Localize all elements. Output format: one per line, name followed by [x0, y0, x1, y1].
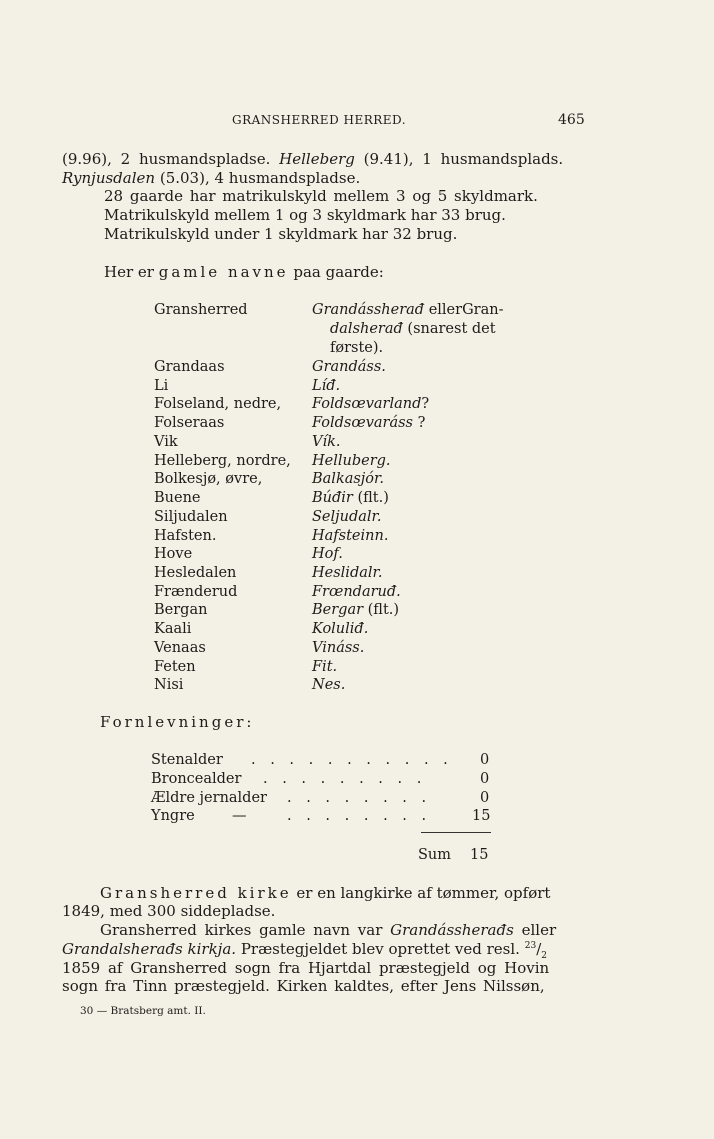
old-name-entry [312, 396, 429, 412]
old-name: Grandássherađ [312, 302, 425, 318]
names-heading [104, 263, 384, 281]
old-name: Líđ. [312, 378, 341, 394]
find-value: 15 [472, 808, 491, 824]
church-line-2: 1849, med 300 siddepladse. [62, 902, 276, 920]
find-dots: . . . . . . . . [287, 790, 432, 806]
date-fraction-numerator: 23 [524, 941, 537, 951]
church-line-1-text: er en langkirke af tømmer, opført [296, 884, 551, 902]
old-name-note: ? [421, 396, 430, 412]
modern-name: Folseland, nedre, [154, 396, 282, 412]
modern-name: Bolkesjø, øvre, [154, 471, 263, 487]
modern-name: Grandaas [154, 359, 225, 375]
find-dash: — [232, 808, 247, 824]
intro-farm-name: Helleberg [279, 150, 355, 168]
find-value: 0 [480, 790, 490, 806]
intro-line-1-text: (9.96), 2 husmandspladse. [62, 150, 271, 168]
church-old-name: Grandássherađs [390, 921, 514, 939]
old-name: dalsherađ [330, 321, 403, 337]
find-label: Ældre jernalder [151, 790, 267, 806]
church-line-5: 1859 af Gransherred sogn fra Hjartdal præstegjeld og Hovin [62, 959, 550, 977]
old-name: Balkasjór. [312, 471, 384, 487]
old-name-entry [312, 602, 399, 618]
old-name: Koluliđ. [312, 621, 369, 637]
intro-line-5: Matrikulskyld under 1 skyldmark har 32 brug. [104, 225, 458, 243]
sum-rule [421, 832, 491, 833]
date-fraction-denominator: 2 [541, 951, 547, 961]
church-spaced-name: Gransherred kirke [100, 884, 292, 902]
modern-name: Vik [154, 434, 178, 450]
modern-name: Feten [154, 659, 196, 675]
find-dots: . . . . . . . . [287, 808, 432, 824]
old-name: Frœndaruđ. [312, 584, 401, 600]
church-line-3 [100, 921, 556, 939]
find-label: Yngre [151, 808, 195, 824]
church-line-3-end: eller [521, 921, 557, 939]
modern-name: Gransherred [154, 302, 248, 318]
find-value: 0 [480, 752, 490, 768]
old-name: Búđir [312, 490, 353, 506]
modern-name: Buene [154, 490, 201, 506]
old-name: Fit. [312, 659, 338, 675]
intro-line-2-text: (5.03), 4 husmandspladse. [159, 169, 361, 187]
printer-signature: 30 — Bratsberg amt. II. [80, 1005, 206, 1017]
intro-line-2 [62, 169, 360, 187]
old-name-note: (snarest det [407, 321, 496, 337]
old-name-entry [312, 302, 503, 318]
old-name-entry [312, 415, 425, 431]
modern-name: Siljudalen [154, 509, 228, 525]
old-name: Hof. [312, 546, 343, 562]
modern-name: Hafsten. [154, 528, 217, 544]
sum-label: Sum [418, 847, 452, 863]
old-name-note: første). [330, 340, 384, 356]
modern-name: Frænderud [154, 584, 238, 600]
page-number: 465 [558, 112, 585, 128]
old-name-note: (flt.) [367, 602, 400, 618]
modern-name: Folseraas [154, 415, 225, 431]
modern-name: Kaali [154, 621, 192, 637]
intro-farm-name-2: Rynjusdalen [62, 169, 156, 187]
church-line-4-text: Præstegjeldet blev oprettet ved resl. [240, 940, 520, 958]
church-old-name-2: Grandalsherađs kirkja. [62, 940, 237, 958]
old-name: Seljudalr. [312, 509, 382, 525]
modern-name: Hove [154, 546, 193, 562]
church-line-3-text: Gransherred kirkes gamle navn var [100, 921, 383, 939]
find-label: Stenalder [151, 752, 223, 768]
old-name: Grandáss. [312, 359, 386, 375]
modern-name: Helleberg, nordre, [154, 453, 291, 469]
intro-line-4: Matrikulskyld mellem 1 og 3 skyldmark har 33 brug. [104, 206, 506, 224]
names-heading-end: paa gaarde: [293, 263, 384, 281]
old-name: Heslidalr. [312, 565, 383, 581]
old-name: Foldsœvaráss [312, 415, 413, 431]
date-fraction: $^{23}/_2$ [524, 940, 547, 961]
finds-heading: Fornlevninger: [100, 713, 255, 731]
sum-value: 15 [470, 847, 489, 863]
church-line-4 [62, 940, 547, 961]
find-dots: . . . . . . . . . . . [251, 752, 453, 768]
intro-line-1-end: (9.41), 1 husmandsplads. [363, 150, 564, 168]
names-heading-spaced: gamle navne [158, 263, 289, 281]
find-dots: . . . . . . . . . [263, 771, 427, 787]
old-name: Bergar [312, 602, 364, 618]
church-line-1 [100, 884, 550, 902]
old-name-entry [330, 321, 496, 337]
old-name-entry [312, 490, 389, 506]
find-value: 0 [480, 771, 490, 787]
modern-name: Li [154, 378, 169, 394]
old-name: Vík. [312, 434, 341, 450]
names-heading-start: Her er [104, 263, 154, 281]
modern-name: Nisi [154, 677, 184, 693]
old-name-note: ? [417, 415, 426, 431]
modern-name: Venaas [154, 640, 206, 656]
intro-line-1 [62, 150, 563, 168]
church-line-6: sogn fra Tinn præstegjeld. Kirken kaldtes, efter Jens Nilssøn, [62, 977, 545, 995]
running-header-title: GRANSHERRED HERRED. [232, 113, 407, 127]
find-label: Broncealder [151, 771, 242, 787]
modern-name: Bergan [154, 602, 208, 618]
old-name: Helluberg. [312, 453, 391, 469]
old-name: Foldsœvarland [312, 396, 422, 412]
old-name: Vináss. [312, 640, 365, 656]
old-name-note: ellerGran- [428, 302, 504, 318]
intro-line-3: 28 gaarde har matrikulskyld mellem 3 og 5 skyldmark. [104, 187, 538, 205]
modern-name: Hesledalen [154, 565, 237, 581]
old-name: Hafsteinn. [312, 528, 389, 544]
old-name-note: (flt.) [357, 490, 389, 506]
old-name: Nes. [312, 677, 346, 693]
